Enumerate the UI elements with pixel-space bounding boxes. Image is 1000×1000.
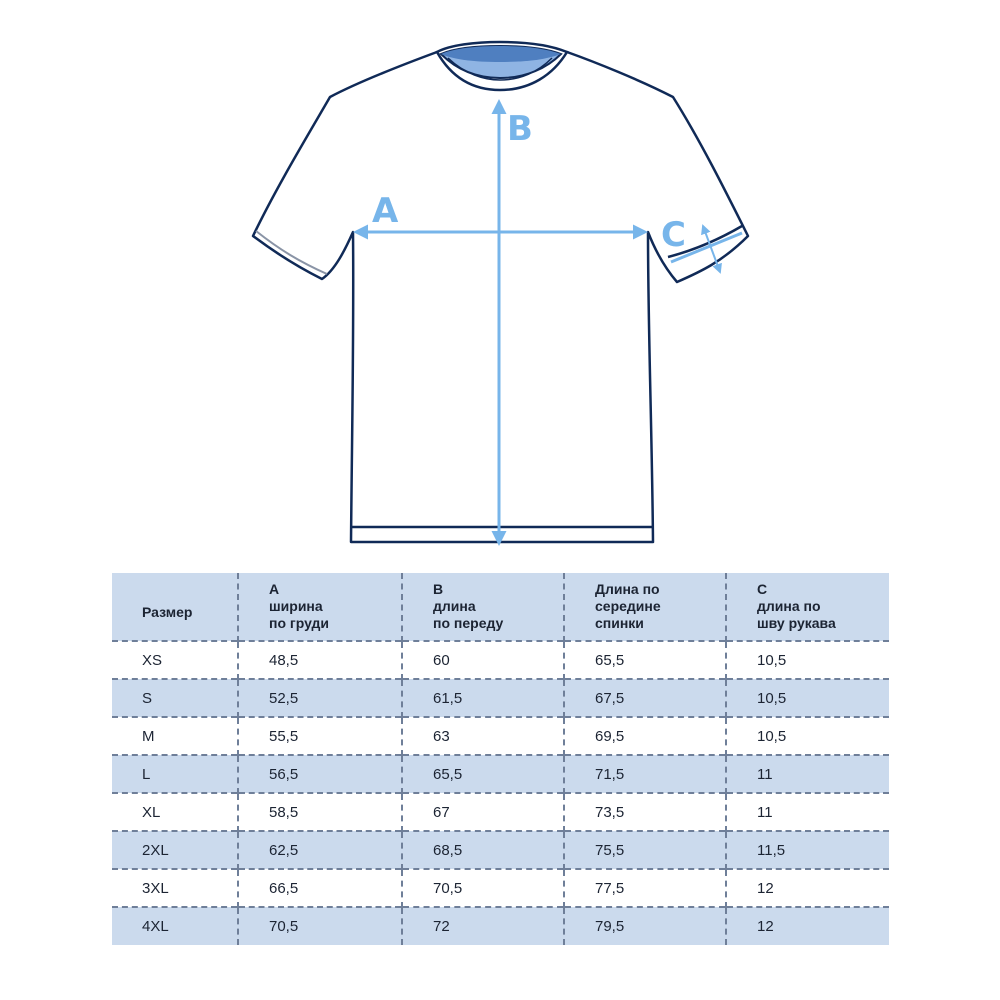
size-cell: XL: [142, 803, 161, 821]
value-cell: 10,5: [726, 641, 889, 679]
value-cell: 70,5: [402, 869, 564, 907]
value-cell: 56,5: [238, 755, 402, 793]
value-cell: 11: [726, 755, 889, 793]
header-back-length: Длина по середине спинки: [564, 573, 726, 641]
header-front-length: B длина по переду: [402, 573, 564, 641]
table-row: [112, 869, 889, 907]
value-cell: 65,5: [564, 641, 726, 679]
table-row: [112, 679, 889, 717]
size-table: [112, 573, 889, 945]
value-cell: 69,5: [564, 717, 726, 755]
value-cell: 52,5: [238, 679, 402, 717]
value-cell: 11: [726, 793, 889, 831]
label-c: C: [661, 215, 686, 255]
header-chest-width: A ширина по груди: [238, 573, 402, 641]
value-cell: 67: [402, 793, 564, 831]
value-cell: 10,5: [726, 717, 889, 755]
value-cell: 10,5: [726, 679, 889, 717]
value-cell: 63: [402, 717, 564, 755]
table-header-row: [112, 573, 889, 641]
table-row: [112, 831, 889, 869]
value-cell: 11,5: [726, 831, 889, 869]
header-sleeve-length: C длина по шву рукава: [726, 573, 889, 641]
value-cell: 71,5: [564, 755, 726, 793]
value-cell: 48,5: [238, 641, 402, 679]
value-cell: 12: [726, 907, 889, 945]
header-size: Размер: [142, 604, 193, 620]
size-cell: XS: [142, 651, 163, 669]
value-cell: 75,5: [564, 831, 726, 869]
table-row: [112, 793, 889, 831]
value-cell: 58,5: [238, 793, 402, 831]
table-row: [112, 641, 889, 679]
value-cell: 72: [402, 907, 564, 945]
value-cell: 73,5: [564, 793, 726, 831]
table-row: [112, 717, 889, 755]
size-cell: M: [142, 727, 155, 745]
value-cell: 68,5: [402, 831, 564, 869]
size-cell: 4XL: [142, 918, 169, 935]
value-cell: 61,5: [402, 679, 564, 717]
table-row: [112, 755, 889, 793]
label-a: A: [372, 191, 399, 231]
value-cell: 12: [726, 869, 889, 907]
value-cell: 70,5: [238, 907, 402, 945]
table-row: [112, 907, 889, 945]
value-cell: 77,5: [564, 869, 726, 907]
value-cell: 67,5: [564, 679, 726, 717]
value-cell: 60: [402, 641, 564, 679]
value-cell: 79,5: [564, 907, 726, 945]
size-cell: 3XL: [142, 879, 169, 897]
size-cell: 2XL: [142, 841, 169, 859]
label-b: B: [507, 109, 533, 149]
value-cell: 66,5: [238, 869, 402, 907]
value-cell: 62,5: [238, 831, 402, 869]
value-cell: 55,5: [238, 717, 402, 755]
value-cell: 65,5: [402, 755, 564, 793]
size-cell: S: [142, 689, 153, 707]
size-cell: L: [142, 765, 151, 783]
